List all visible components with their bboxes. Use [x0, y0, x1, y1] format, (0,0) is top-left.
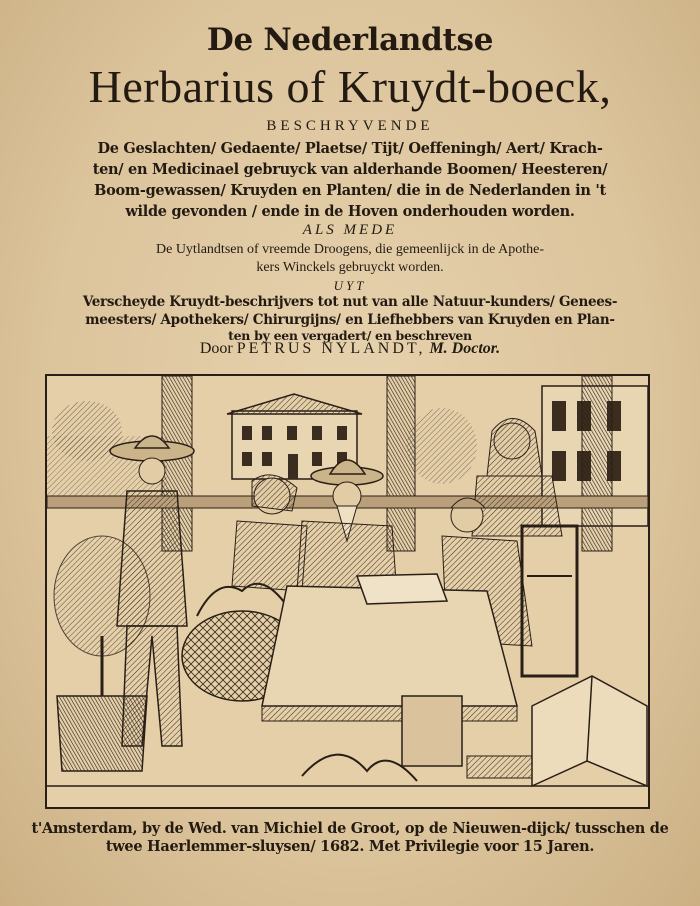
als-mede-line-2: kers Winckels gebruyckt worden.	[256, 260, 444, 275]
title-line-1: De Nederlandtse	[206, 22, 494, 58]
description-line-3: Boom-gewassen/ Kruyden en Planten/ die in de Nederlanden in 't	[94, 182, 606, 199]
open-book-on-table	[357, 574, 447, 604]
uyt-line-3: ten by een vergadert/ en beschreven	[228, 328, 472, 343]
author-prefix: Door	[199, 340, 233, 357]
uyt-line-2: meesters/ Apothekers/ Chirurgijns/ en Liefhebbers van Kruyden en Plan-	[85, 312, 615, 328]
imprint-line-2: twee Haerlemmer-sluysen/ 1682. Met Privilegie voor 15 Jaren.	[105, 838, 595, 855]
author-line	[0, 340, 700, 358]
description-line-4: wilde gevonden / ende in de Hoven onderhouden worden.	[125, 203, 575, 220]
als-mede-line-1: De Uytlandtsen of vreemde Droogens, die gemeenlijck in de Apothe-	[156, 242, 544, 257]
uyt-line-1: Verscheyde Kruydt-beschrijvers tot nut van alle Natuur-kunders/ Genees-	[82, 294, 618, 310]
engraving-drawing	[47, 376, 648, 807]
pillar-middle	[387, 376, 415, 551]
description-heading: BESCHRYVENDE	[266, 118, 434, 134]
table-with-cloth	[262, 574, 517, 721]
title-line-2: Herbarius of Kruydt-boeck,	[88, 61, 612, 112]
description-line-1: De Geslachten/ Gedaente/ Plaetse/ Tijt/ Oeffeningh/ Aert/ Krach-	[97, 140, 603, 157]
pillar-right	[582, 376, 612, 551]
description-line-2: ten/ en Medicinael gebruyck van alderhande Boomen/ Heesteren/	[92, 161, 608, 178]
als-mede-heading: ALS MEDE	[302, 222, 398, 238]
author-title: M. Doctor.	[429, 340, 501, 357]
engraving-illustration	[45, 374, 650, 809]
author-name: PETRUS NYLANDT,	[236, 340, 426, 357]
imprint-line-1: t'Amsterdam, by de Wed. van Michiel de Groot, op de Nieuwen-dijck/ tusschen de	[31, 820, 669, 837]
tree-right	[407, 408, 477, 484]
uyt-heading: UYT	[333, 278, 367, 293]
